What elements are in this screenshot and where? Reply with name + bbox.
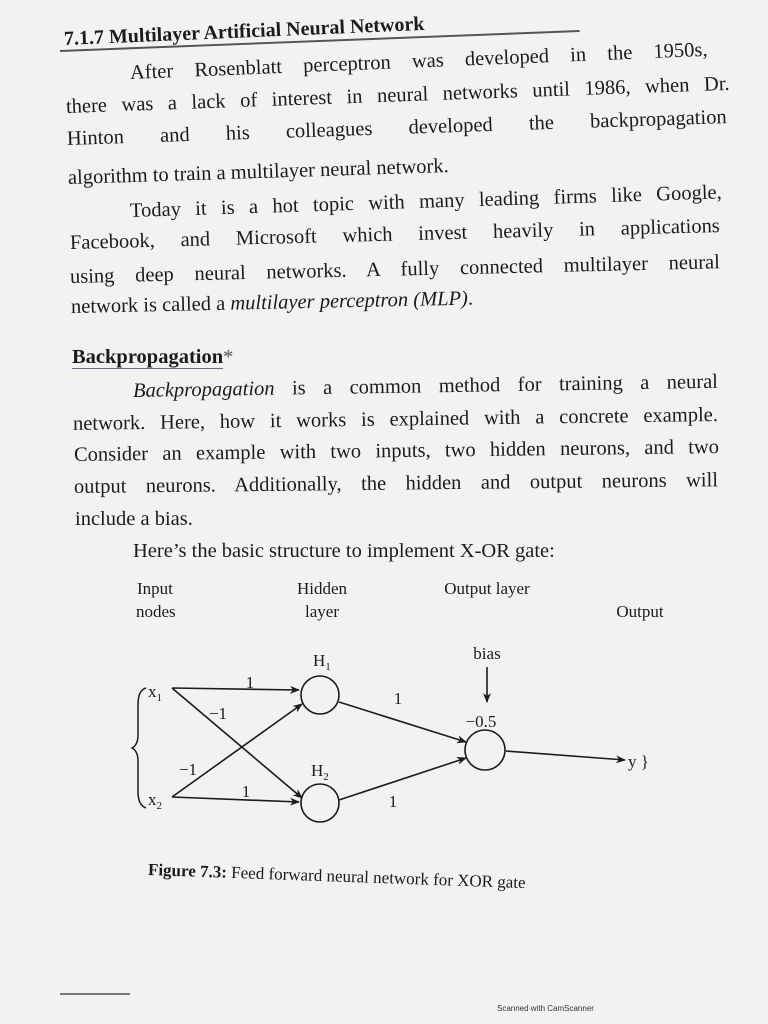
p1-line-4: algorithm to train a multilayer neural network. <box>67 155 449 189</box>
edge-x2-h1 <box>172 704 302 797</box>
label-output-layer: Output layer <box>444 579 530 598</box>
structure-intro: Here’s the basic structure to implement X-OR gate: <box>133 540 555 562</box>
backprop-heading <box>72 346 233 369</box>
weight-x1-h1: 1 <box>245 673 255 692</box>
node-output <box>465 730 505 770</box>
bp-line-3: Consider an example with two inputs, two hidden neurons, and two <box>73 436 720 466</box>
edge-x2-h2 <box>172 797 299 802</box>
backprop-heading-text: Backpropagation <box>72 346 224 368</box>
p2-line-1: Today it is a hot topic with many leading firms like Google, <box>129 181 723 222</box>
node-x2-label: $x_2$ <box>148 790 162 812</box>
p2-end: . <box>467 287 474 310</box>
p2-line-4 <box>71 288 474 319</box>
label-input: Input <box>137 579 173 598</box>
p1-line-1: After Rosenblatt perceptron was developed in the 1950s, <box>129 38 708 84</box>
figure-caption-text: Feed forward neural network for XOR gate <box>226 862 526 893</box>
xor-network-diagram <box>0 560 768 860</box>
edge-h2-out <box>339 758 466 800</box>
input-brace <box>132 688 146 808</box>
bp-line-4: output neurons. Additionally, the hidden and output neurons will <box>73 469 719 498</box>
bp-line-1 <box>133 371 718 403</box>
asterisk-mark: * <box>223 346 234 368</box>
bp-term: Backpropagation <box>132 377 275 402</box>
figure-label: Figure 7.3: <box>147 860 228 882</box>
weight-x1-h2: −1 <box>208 704 228 723</box>
weight-x2-h2: 1 <box>241 782 251 801</box>
edge-x1-h2 <box>172 688 302 798</box>
weight-h1-out: 1 <box>393 689 403 708</box>
label-bias: bias <box>473 644 501 663</box>
p1-line-2: there was a lack of interest in neural networks until 1986, when Dr. <box>65 72 730 118</box>
node-h2-label: $H_2$ <box>311 761 329 783</box>
output-y: y } <box>628 752 649 771</box>
edge-h1-out <box>339 702 466 742</box>
bp-line-1-text: is a common method for training a neural <box>274 370 719 400</box>
edge-out-y <box>506 751 625 760</box>
label-output: Output <box>616 602 664 621</box>
node-h2 <box>301 784 339 822</box>
figure-caption <box>148 860 526 893</box>
footer-rule <box>60 993 130 995</box>
mlp-term: multilayer perceptron (MLP) <box>230 287 469 315</box>
label-layer: layer <box>305 602 339 621</box>
node-x1-label: $x_1$ <box>148 682 162 704</box>
node-h1 <box>301 676 339 714</box>
bias-value: −0.5 <box>465 712 497 731</box>
p2-line-2: Facebook, and Microsoft which invest heavily in applications <box>69 214 721 254</box>
scanner-watermark: Scanned with CamScanner <box>497 1004 594 1013</box>
weight-x2-h1: −1 <box>178 760 198 779</box>
section-heading: 7.1.7 Multilayer Artificial Neural Network <box>63 12 425 50</box>
label-nodes: nodes <box>136 602 176 621</box>
p2-line-3: using deep neural networks. A fully connected multilayer neural <box>69 251 721 288</box>
bp-line-5: include a bias. <box>75 508 193 530</box>
edge-x1-h1 <box>172 688 299 690</box>
weight-h2-out: 1 <box>388 792 398 811</box>
node-h1-label: $H_1$ <box>313 651 331 673</box>
p2-text: network is called a <box>70 292 231 318</box>
label-hidden: Hidden <box>296 579 348 598</box>
p1-line-3: Hinton and his colleagues developed the backpropagation <box>66 106 727 150</box>
bp-line-2: network. Here, how it works is explained with a concrete example. <box>72 403 719 435</box>
